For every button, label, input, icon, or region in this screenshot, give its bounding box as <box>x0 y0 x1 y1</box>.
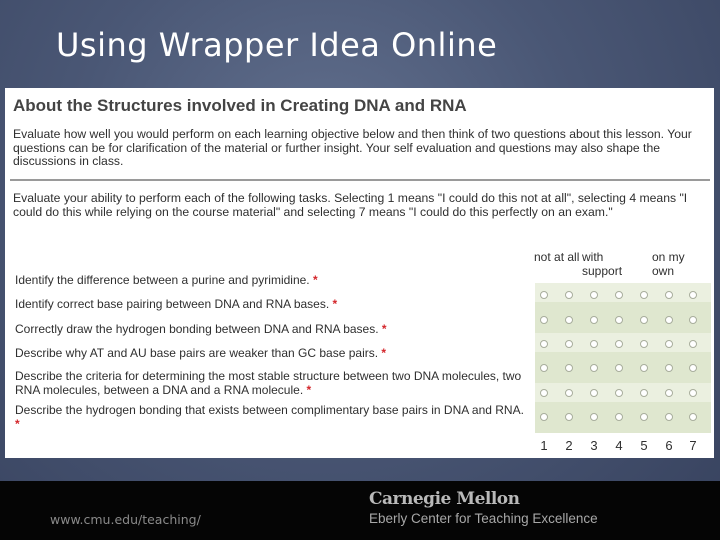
footer-brand-logo: Carnegie Mellon <box>369 489 520 509</box>
rating-radio[interactable] <box>665 291 673 299</box>
rating-radio[interactable] <box>689 413 697 421</box>
rating-radio[interactable] <box>565 340 573 348</box>
survey-heading: About the Structures involved in Creating DNA and RNA <box>13 96 467 115</box>
scale-number: 3 <box>590 438 598 453</box>
survey-panel <box>5 88 714 458</box>
rating-radio[interactable] <box>640 316 648 324</box>
question-text: Describe the criteria for determining the most stable structure between two DNA molecules, two RNA molecules, between a DNA and a RNA molecule. * <box>15 369 522 397</box>
question-text: Identify correct base pairing between DNA and RNA bases. * <box>15 297 338 311</box>
rating-radio[interactable] <box>540 340 548 348</box>
rating-radio[interactable] <box>565 413 573 421</box>
scale-number: 6 <box>665 438 673 453</box>
rating-row-band <box>535 283 711 302</box>
rating-radio[interactable] <box>540 316 548 324</box>
rating-radio[interactable] <box>615 413 623 421</box>
rating-radio[interactable] <box>615 389 623 397</box>
scale-number: 5 <box>640 438 648 453</box>
rating-radio[interactable] <box>665 364 673 372</box>
rating-radio[interactable] <box>565 389 573 397</box>
question-text: Describe why AT and AU base pairs are weaker than GC base pairs. * <box>15 346 387 360</box>
footer-subtitle: Eberly Center for Teaching Excellence <box>369 511 598 526</box>
rating-radio[interactable] <box>590 364 598 372</box>
scale-number: 2 <box>565 438 573 453</box>
rating-radio[interactable] <box>540 389 548 397</box>
rating-radio[interactable] <box>689 316 697 324</box>
rating-radio[interactable] <box>689 291 697 299</box>
rating-radio[interactable] <box>565 291 573 299</box>
rating-radio[interactable] <box>590 316 598 324</box>
rating-radio[interactable] <box>615 291 623 299</box>
divider <box>10 179 710 181</box>
question-text: Describe the hydrogen bonding that exists between complimentary base pairs in DNA and RNA. * <box>15 403 524 431</box>
rating-radio[interactable] <box>540 413 548 421</box>
scale-number: 1 <box>540 438 548 453</box>
scale-number: 7 <box>689 438 697 453</box>
rating-radio[interactable] <box>640 340 648 348</box>
footer-url[interactable]: www.cmu.edu/teaching/ <box>50 512 201 527</box>
rating-radio[interactable] <box>689 389 697 397</box>
rating-radio[interactable] <box>615 364 623 372</box>
rating-row-band <box>535 383 711 402</box>
rating-radio[interactable] <box>590 291 598 299</box>
rating-radio[interactable] <box>665 389 673 397</box>
required-marker: * <box>381 346 387 360</box>
rating-radio[interactable] <box>590 340 598 348</box>
rating-radio[interactable] <box>689 364 697 372</box>
required-marker: * <box>332 297 338 311</box>
rating-radio[interactable] <box>615 316 623 324</box>
rating-radio[interactable] <box>640 413 648 421</box>
rating-radio[interactable] <box>565 316 573 324</box>
rating-radio[interactable] <box>665 413 673 421</box>
rating-radio[interactable] <box>640 389 648 397</box>
slide-title: Using Wrapper Idea Online <box>56 26 498 64</box>
rating-radio[interactable] <box>590 413 598 421</box>
required-marker: * <box>381 322 387 336</box>
rating-row-band <box>535 333 711 352</box>
rating-radio[interactable] <box>689 340 697 348</box>
required-marker: * <box>312 273 318 287</box>
scale-number: 4 <box>615 438 623 453</box>
rating-radio[interactable] <box>540 364 548 372</box>
question-text: Identify the difference between a purine and pyrimidine. * <box>15 273 318 287</box>
required-marker: * <box>306 382 312 397</box>
rating-radio[interactable] <box>665 316 673 324</box>
rating-radio[interactable] <box>640 291 648 299</box>
survey-intro: Evaluate how well you would perform on each learning objective below and then think of two questions about this lesson. Your questions can be for clarification of the material or further insight. Your self evaluation and questions may also shape the discussions in class. <box>13 127 692 168</box>
survey-instructions: Evaluate your ability to perform each of the following tasks. Selecting 1 means "I could do this not at all", selecting 4 means "I could do this while relying on the course material" and selecting 7 means "I could do this perfectly on an exam." <box>13 191 688 219</box>
scale-label-high: on my own <box>652 250 685 278</box>
required-marker: * <box>15 416 20 431</box>
rating-radio[interactable] <box>540 291 548 299</box>
rating-radio[interactable] <box>665 340 673 348</box>
footer-bar <box>0 481 720 540</box>
rating-radio[interactable] <box>590 389 598 397</box>
question-text: Correctly draw the hydrogen bonding between DNA and RNA bases. * <box>15 322 387 336</box>
rating-radio[interactable] <box>565 364 573 372</box>
rating-radio[interactable] <box>615 340 623 348</box>
rating-grid <box>535 283 711 433</box>
scale-label-low: not at all <box>534 250 580 264</box>
rating-radio[interactable] <box>640 364 648 372</box>
scale-label-mid: with support <box>582 250 623 278</box>
